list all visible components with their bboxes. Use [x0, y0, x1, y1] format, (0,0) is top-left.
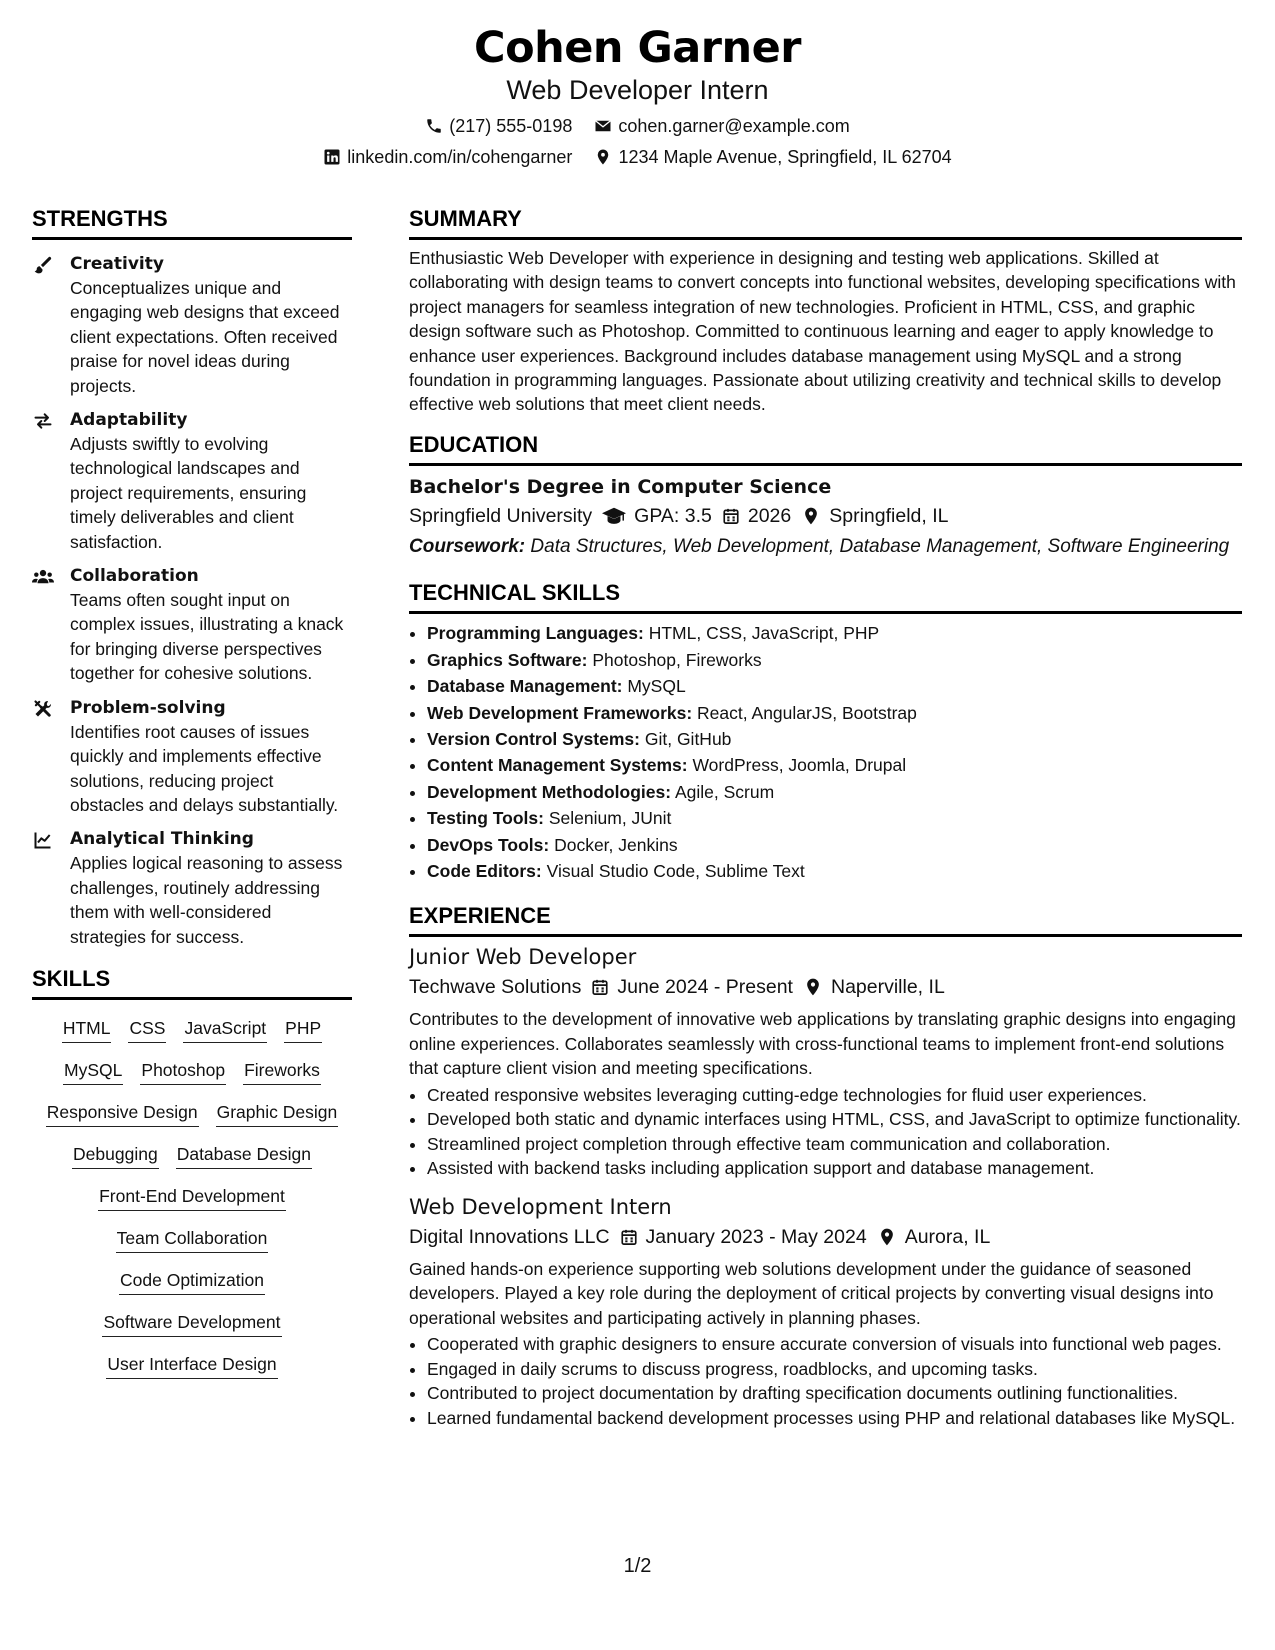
strength-title: Creativity [70, 254, 164, 274]
year-text: 2026 [747, 504, 792, 527]
technical-skill-item [427, 858, 1242, 884]
job-meta [409, 1223, 1242, 1251]
address-text: 1234 Maple Avenue, Springfield, IL 62704 [618, 147, 952, 167]
dates-item [620, 1223, 867, 1251]
job-title: Junior Web Developer [409, 945, 637, 970]
technical-skill-value: Docker, Jenkins [554, 834, 678, 855]
gpa-item [602, 502, 712, 530]
contact-row-2 [0, 145, 1275, 169]
dates-item [591, 973, 793, 1001]
resume-header [0, 22, 1275, 169]
experience-section [409, 902, 1242, 1430]
skill-tag: Database Design [176, 1142, 312, 1169]
location-text: Springfield, IL [829, 504, 949, 527]
location-item [877, 1223, 991, 1251]
skill-tag: Fireworks [243, 1058, 321, 1085]
strength-desc: Teams often sought input on complex issues, illustrating a knack for bringing diverse perspectives together for cohesive solutions. [70, 590, 344, 684]
company-name: Digital Innovations LLC [409, 1226, 610, 1248]
education-meta [409, 502, 1242, 530]
technical-skill-item [427, 700, 1242, 726]
strength-item [32, 827, 352, 949]
skill-row [32, 1268, 352, 1295]
skill-tag: PHP [284, 1016, 322, 1043]
strength-desc: Conceptualizes unique and engaging web designs that exceed client expectations. Often received praise for novel ideas during projects. [70, 278, 340, 396]
strength-item [32, 252, 352, 398]
job-description: Gained hands-on experience supporting web solutions development under the guidance of seasoned developers. Played a key role during the deployment of critical projects by converting visual designs into operational websites and participating actively in planning phases. [409, 1259, 1214, 1328]
job-entry [409, 943, 1242, 1181]
job-bullet: • Cooperated with graphic designers to ensure accurate conversion of visuals into functional web pages. [427, 1332, 1242, 1357]
skill-tag: MySQL [63, 1058, 123, 1085]
skill-row [32, 1226, 352, 1253]
skills-heading: SKILLS [32, 965, 352, 1000]
calendar-icon [722, 507, 740, 525]
skill-tag: Code Optimization [119, 1268, 265, 1295]
technical-skill-item [427, 620, 1242, 646]
dates-text: June 2024 - Present [617, 976, 793, 999]
skill-tag: Graphic Design [216, 1100, 339, 1127]
job-bullet: • Developed both static and dynamic interfaces using HTML, CSS, and JavaScript to optimize functionality. [427, 1107, 1242, 1132]
technical-skill-item [427, 832, 1242, 858]
contact-row-1 [0, 114, 1275, 138]
technical-skill-label: Code Editors: [427, 861, 542, 881]
strength-title: Adaptability [70, 410, 188, 431]
degree-title: Bachelor's Degree in Computer Science [409, 475, 832, 498]
strength-desc: Identifies root causes of issues quickly and implements effective solutions, reducing project obstacles and delays substantially. [70, 721, 339, 815]
skill-tag: Software Development [102, 1310, 281, 1337]
technical-skills-heading: TECHNICAL SKILLS [409, 579, 1242, 614]
candidate-title: Web Developer Intern [506, 75, 769, 105]
job-bullet: • Created responsive websites leveraging cutting-edge technologies for fluid user experiences. [427, 1083, 1242, 1108]
paintbrush-icon [32, 252, 56, 398]
strength-desc: Adjusts swiftly to evolving technological landscapes and project requirements, ensuring timely deliverables and client satisfaction. [70, 434, 307, 552]
skill-tag: JavaScript [183, 1016, 267, 1043]
strengths-heading: STRENGTHS [32, 205, 352, 240]
map-pin-icon [594, 148, 612, 166]
technical-skill-label: Programming Languages: [427, 623, 644, 644]
technical-skill-value: Visual Studio Code, Sublime Text [546, 861, 805, 881]
skill-row [32, 1142, 352, 1169]
technical-skill-value: Agile, Scrum [674, 781, 775, 802]
linkedin-icon [323, 148, 341, 166]
coursework-label: Coursework: [409, 535, 526, 557]
technical-skill-label: Testing Tools: [427, 808, 544, 829]
education-heading: EDUCATION [409, 431, 1242, 466]
linkedin-contact[interactable] [323, 145, 572, 169]
phone-contact [425, 114, 572, 138]
left-column [32, 205, 352, 1394]
technical-skill-item [427, 726, 1242, 752]
skill-tag: HTML [62, 1016, 112, 1043]
skill-row [32, 1100, 352, 1127]
address-contact [594, 145, 951, 169]
dates-text: January 2023 - May 2024 [645, 1226, 867, 1248]
strength-title: Problem-solving [70, 697, 226, 718]
chart-line-icon [32, 827, 56, 949]
job-bullet: • Learned fundamental backend development processes using PHP and relational databases like MySQL. [427, 1406, 1242, 1431]
skill-tag: Front-End Development [98, 1184, 286, 1211]
job-title: Web Development Intern [409, 1195, 672, 1219]
phone-text: (217) 555-0198 [449, 116, 573, 136]
technical-skills-list [409, 620, 1242, 884]
strength-title: Analytical Thinking [70, 829, 254, 850]
education-section [409, 431, 1242, 560]
skill-row [32, 1058, 352, 1085]
skill-tag: User Interface Design [106, 1352, 277, 1379]
job-entry [409, 1193, 1242, 1431]
technical-skills-section [409, 579, 1242, 884]
map-pin-icon [801, 506, 821, 526]
strength-item [32, 696, 352, 818]
technical-skill-value: Selenium, JUnit [548, 808, 672, 829]
skill-tag: Photoshop [140, 1058, 226, 1085]
arrows-exchange-icon [32, 408, 56, 554]
technical-skill-item [427, 779, 1242, 805]
strength-title: Collaboration [70, 566, 199, 587]
year-item [722, 502, 791, 530]
skill-tag: CSS [128, 1016, 166, 1043]
technical-skill-value: HTML, CSS, JavaScript, PHP [648, 623, 880, 644]
strength-item [32, 564, 352, 686]
coursework-text: Data Structures, Web Development, Database Management, Software Engineering [530, 535, 1230, 557]
strengths-list [32, 252, 352, 949]
technical-skill-value: MySQL [627, 676, 686, 697]
job-description: Contributes to the development of innovative web applications by translating graphic designs into engaging online experiences. Collaborates seamlessly with cross-functional teams to implement front-end solutions that capture client vision and meeting specifications. [409, 1009, 1236, 1079]
right-column [409, 205, 1242, 1445]
skill-tag: Responsive Design [46, 1100, 199, 1127]
job-bullet: • Streamlined project completion through effective team communication and collaboration. [427, 1132, 1242, 1157]
location-item [803, 973, 945, 1001]
technical-skill-label: Web Development Frameworks: [427, 702, 693, 723]
map-pin-icon [877, 1227, 897, 1247]
email-text[interactable]: cohen.garner@example.com [618, 116, 850, 136]
school-name: Springfield University [409, 504, 593, 527]
job-meta [409, 973, 1242, 1001]
technical-skill-item [427, 805, 1242, 831]
technical-skill-value: WordPress, Joomla, Drupal [692, 755, 907, 776]
summary-text: Enthusiastic Web Developer with experience in designing and testing web applications. Skilled at collaborating with design teams to convert concepts into functional websites, developing specifications with project managers for seamless integration of new technologies. Proficient in HTML, CSS, and graphic design software such as Photoshop. Committed to continuous learning and eager to apply knowledge to enhance user experiences. Background includes database management using MySQL and a strong foundation in programming languages. Passionate about utilizing creativity and technical skills to develop effective web solutions that meet client needs. [409, 248, 1236, 415]
technical-skill-label: Graphics Software: [427, 649, 588, 670]
technical-skill-item [427, 752, 1242, 778]
job-bullets [409, 1332, 1242, 1430]
technical-skill-label: Version Control Systems: [427, 728, 640, 749]
skill-tag: Team Collaboration [116, 1226, 269, 1253]
company-name: Techwave Solutions [409, 976, 582, 999]
job-bullet: • Assisted with backend tasks including application support and database management. [427, 1156, 1242, 1181]
technical-skill-item [427, 647, 1242, 673]
calendar-icon [620, 1228, 638, 1246]
experience-heading: EXPERIENCE [409, 902, 1242, 937]
summary-heading: SUMMARY [409, 205, 1242, 240]
skill-row [32, 1184, 352, 1211]
location-text: Naperville, IL [830, 976, 945, 999]
technical-skill-label: DevOps Tools: [427, 834, 550, 855]
graduation-cap-icon [602, 506, 626, 526]
technical-skill-value: Git, GitHub [644, 728, 732, 749]
skill-tag: Debugging [72, 1142, 159, 1169]
strength-item [32, 408, 352, 554]
coursework [409, 535, 1242, 560]
technical-skill-label: Content Management Systems: [427, 755, 688, 776]
technical-skill-label: Development Methodologies: [427, 781, 672, 802]
skill-row [32, 1016, 352, 1043]
phone-icon [425, 117, 443, 135]
strength-desc: Applies logical reasoning to assess challenges, routinely addressing them with well-considered strategies for success. [70, 853, 343, 947]
technical-skill-value: React, AngularJS, Bootstrap [697, 702, 917, 723]
gpa-text: GPA: 3.5 [634, 504, 712, 527]
technical-skill-label: Database Management: [427, 676, 623, 697]
linkedin-text[interactable]: linkedin.com/in/cohengarner [347, 147, 573, 167]
tools-icon [32, 696, 56, 818]
envelope-icon [594, 117, 612, 135]
location-text: Aurora, IL [904, 1226, 991, 1248]
candidate-name: Cohen Garner [474, 23, 801, 73]
skills-tags [32, 1016, 352, 1379]
summary-section [409, 205, 1242, 417]
page-number: 1/2 [623, 1555, 652, 1577]
skill-row [32, 1310, 352, 1337]
job-bullets [409, 1083, 1242, 1181]
skill-row [32, 1352, 352, 1379]
users-icon [32, 564, 56, 686]
technical-skill-item [427, 673, 1242, 699]
email-contact[interactable] [594, 114, 849, 138]
map-pin-icon [803, 977, 823, 997]
location-item [801, 502, 948, 530]
technical-skill-value: Photoshop, Fireworks [592, 649, 762, 670]
job-bullet: • Engaged in daily scrums to discuss progress, roadblocks, and upcoming tasks. [427, 1357, 1242, 1382]
job-bullet: • Contributed to project documentation by drafting specification documents outlining functionalities. [427, 1381, 1242, 1406]
calendar-icon [591, 978, 609, 996]
